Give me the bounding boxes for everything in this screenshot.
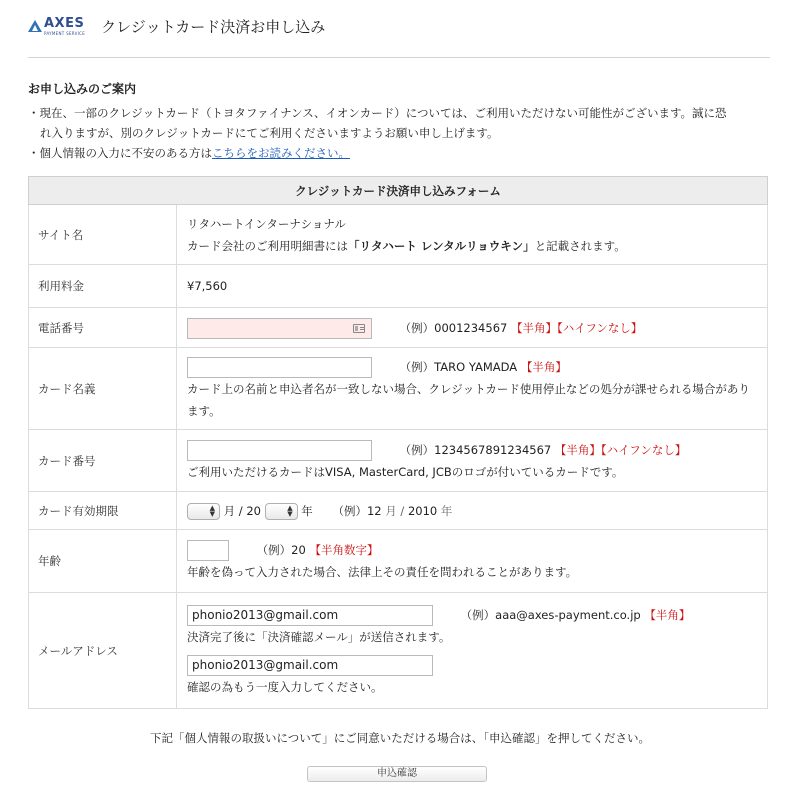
card-number-tag-nohyphen: 【ハイフンなし】: [600, 442, 687, 457]
expiry-example-unit: 年: [440, 503, 453, 518]
submit-button[interactable]: 申込確認: [307, 766, 487, 782]
expiry-year-unit: 年: [301, 503, 313, 518]
expiry-example-sep: 月 /: [385, 503, 405, 518]
expiry-year-select[interactable]: [265, 503, 298, 520]
application-form: [28, 176, 768, 709]
site-name: リタハートインターナショナル: [187, 216, 346, 231]
guide-line-1: ・現在、一部のクレジットカード（トヨタファイナンス、イオンカード）については、ご利用いただけない可能性がございます。誠に恐: [28, 106, 727, 120]
expiry-label: カード有効期限: [29, 492, 177, 530]
card-name-label: カード名義: [29, 348, 177, 430]
contact-card-icon: [353, 324, 365, 333]
row-card-name: [29, 348, 768, 430]
card-name-tag-halfwidth: 【半角】: [520, 359, 567, 374]
phone-tag-nohyphen: 【ハイフンなし】: [556, 320, 643, 335]
card-number-tag-halfwidth: 【半角】: [554, 442, 601, 457]
statement-suffix: と記載されます。: [534, 238, 626, 253]
axes-logo: [28, 16, 85, 36]
page-title: クレジットカード決済お申し込み: [101, 18, 326, 36]
row-fee: [29, 265, 768, 308]
expiry-month-select[interactable]: [187, 503, 220, 520]
phone-label: 電話番号: [29, 308, 177, 348]
privacy-link[interactable]: こちらをお読みください。: [212, 146, 350, 160]
fee-value: ¥7,560: [177, 265, 768, 308]
age-note: 年齢を偽って入力された場合、法律上その責任を問われることがあります。: [187, 565, 578, 579]
card-name-example: （例）TARO YAMADA: [399, 359, 518, 374]
consent-note: 下記「個人情報の取扱いについて」にご同意いただける場合は、「申込確認」を押してください。: [149, 731, 650, 745]
form-caption: クレジットカード決済申し込みフォーム: [29, 177, 768, 205]
logo-text: AXES: [44, 16, 85, 31]
card-number-input[interactable]: [187, 440, 372, 461]
expiry-example: （例）12: [332, 503, 382, 518]
age-input[interactable]: [187, 540, 229, 561]
email-label: メールアドレス: [29, 593, 177, 709]
statement-note: [187, 235, 767, 257]
guide-heading: お申し込みのご案内: [28, 82, 137, 96]
email-note: 決済完了後に「決済確認メール」が送信されます。: [187, 629, 451, 644]
phone-input[interactable]: [187, 318, 372, 339]
email-confirm-note: 確認の為もう一度入力してください。: [187, 679, 383, 694]
row-expiry: [29, 492, 768, 530]
expiry-month-unit: 月 / 20: [223, 503, 261, 518]
guide-section: [28, 80, 774, 163]
expiry-example-year: 2010: [407, 503, 438, 518]
card-number-note: ご利用いただけるカードはVISA, MasterCard, JCBのロゴが付いているカードです。: [187, 464, 624, 479]
select-arrows-icon: ▲ ▼: [209, 503, 215, 518]
row-email: [29, 593, 768, 709]
card-number-label: カード番号: [29, 430, 177, 492]
email-confirm-input[interactable]: phonio2013@gmail.com: [187, 655, 433, 676]
guide-line-3-text: ・個人情報の入力に不安のある方は: [28, 146, 212, 160]
card-name-note: カード上の名前と申込者名が一致しない場合、クレジットカード使用停止などの処分が課せられる場合があります。: [187, 381, 750, 418]
age-example: （例）20: [256, 543, 306, 557]
card-name-input[interactable]: [187, 357, 372, 378]
page-header: [28, 12, 770, 58]
row-card-number: [29, 430, 768, 492]
logo-subtext: PAYMENT SERVICE: [44, 31, 86, 36]
row-site-name: [29, 205, 768, 265]
phone-tag-halfwidth: 【半角】: [510, 320, 557, 335]
row-age: [29, 530, 768, 593]
guide-line-3: [28, 143, 774, 163]
email-tag-halfwidth: 【半角】: [644, 607, 691, 622]
site-name-value: [177, 205, 768, 265]
fee-label: 利用料金: [29, 265, 177, 308]
email-example: （例）aaa@axes-payment.co.jp: [460, 607, 641, 622]
select-arrows-icon: ▲ ▼: [287, 503, 293, 518]
email-input[interactable]: phonio2013@gmail.com: [187, 605, 433, 626]
age-label: 年齢: [29, 530, 177, 593]
row-phone: [29, 308, 768, 348]
axes-logo-icon: [28, 20, 42, 32]
guide-line-2: れ入りますが、別のクレジットカードにてご利用くださいますようお願い申し上げます。: [40, 126, 499, 140]
statement-prefix: カード会社のご利用明細書には: [187, 238, 348, 253]
card-number-example: （例）1234567891234567: [399, 442, 552, 457]
age-tag-halfwidth-number: 【半角数字】: [309, 543, 379, 557]
statement-name: 「リタハート レンタルリョウキン」: [348, 238, 535, 253]
site-name-label: サイト名: [29, 205, 177, 265]
phone-example: （例）0001234567: [399, 320, 508, 335]
